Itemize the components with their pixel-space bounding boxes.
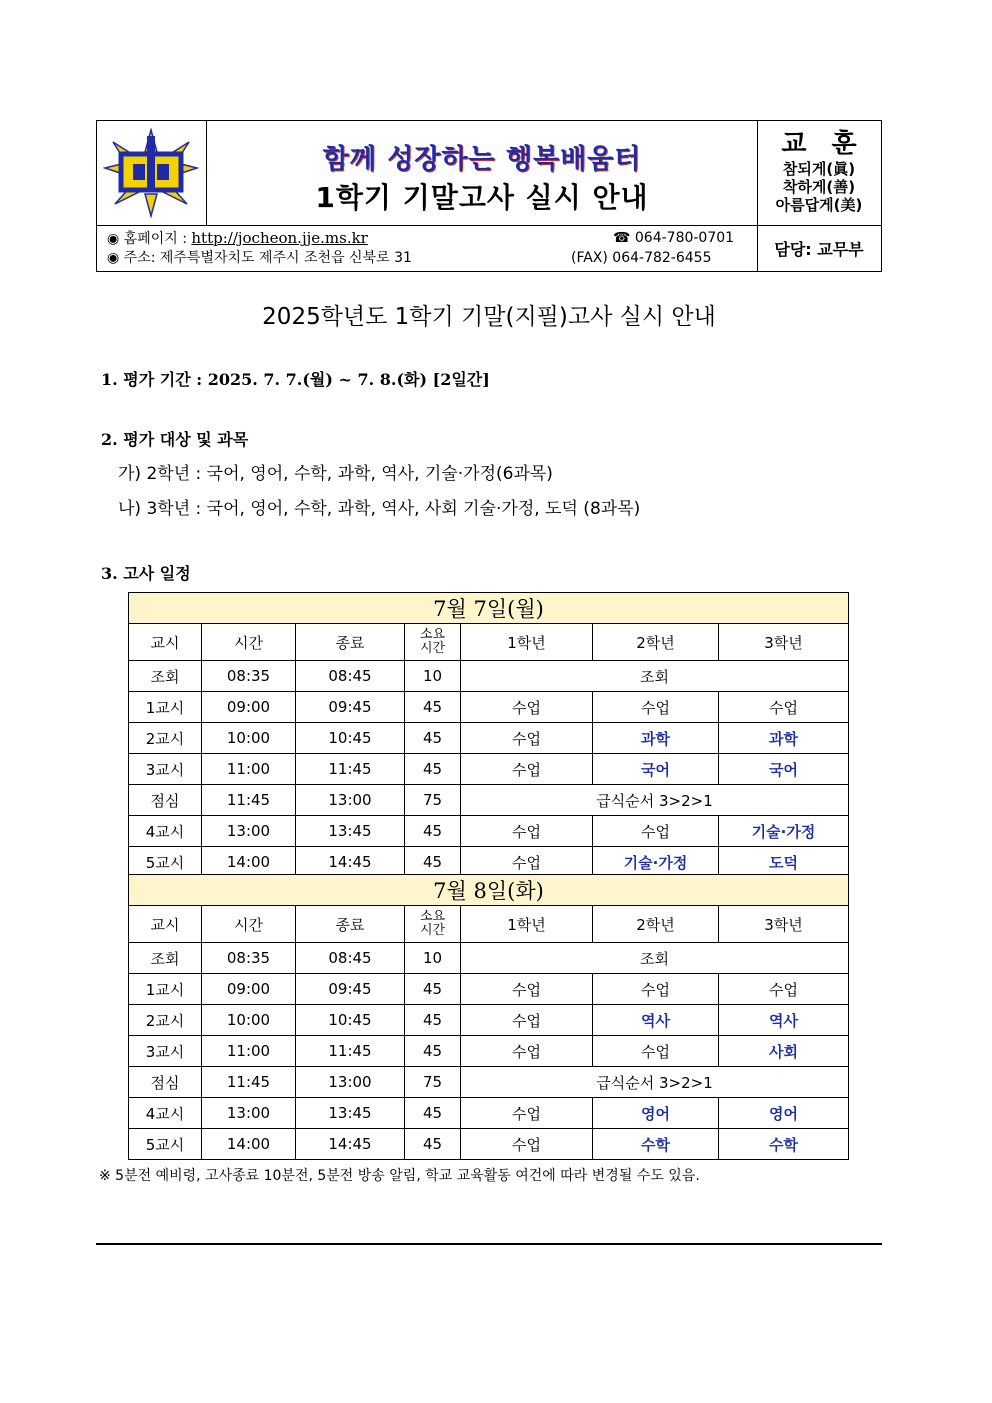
cell-grade-3: 수업 — [719, 974, 849, 1005]
column-header: 2학년 — [593, 624, 719, 661]
schedule-row — [129, 1098, 849, 1129]
cell-grade-1: 수업 — [461, 1129, 593, 1160]
schedule-row — [129, 692, 849, 723]
grade2-subjects: 가) 2학년 : 국어, 영어, 수학, 과학, 역사, 기술·가정(6과목) — [118, 464, 553, 484]
schedule-row — [129, 816, 849, 847]
cell-dur: 45 — [405, 1098, 461, 1129]
cell-end: 13:45 — [296, 1098, 405, 1129]
slogan-text: 함께 성장하는 행복배움터 — [322, 144, 642, 175]
cell-period: 2교시 — [129, 1005, 202, 1036]
cell-dur: 45 — [405, 692, 461, 723]
schedule-row — [129, 1005, 849, 1036]
cell-dur: 45 — [405, 847, 461, 878]
column-header: 1학년 — [461, 906, 593, 943]
cell-grade-2: 역사 — [593, 1005, 719, 1036]
grade3-subjects: 나) 3학년 : 국어, 영어, 수학, 과학, 역사, 사회 기술·가정, 도덕 (8과목) — [118, 499, 641, 519]
cell-start: 09:00 — [202, 974, 296, 1005]
cell-grade-3: 도덕 — [719, 847, 849, 878]
day-label: 7월 7일(월) — [129, 593, 849, 624]
cell-grade-3: 수학 — [719, 1129, 849, 1160]
cell-start: 08:35 — [202, 661, 296, 692]
cell-grade-1: 수업 — [461, 692, 593, 723]
cell-grade-2: 수업 — [593, 1036, 719, 1067]
schedule-row — [129, 943, 849, 974]
motto-title: 교 훈 — [781, 129, 865, 159]
fax-number: (FAX) 064-782-6455 — [571, 250, 712, 266]
schedule-note: ※ 5분전 예비령, 고사종료 10분전, 5분전 방송 알림, 학교 교육활동 여건에 따라 변경될 수도 있음. — [99, 1168, 700, 1184]
homepage-row — [107, 228, 368, 248]
cell-period: 4교시 — [129, 816, 202, 847]
cell-merged: 급식순서 3>2>1 — [461, 1067, 849, 1098]
cell-period: 3교시 — [129, 1036, 202, 1067]
schedule-row — [129, 1129, 849, 1160]
schedule-table-day1 — [128, 592, 849, 878]
cell-grade-2: 과학 — [593, 723, 719, 754]
day-label: 7월 8일(화) — [129, 875, 849, 906]
cell-period: 1교시 — [129, 974, 202, 1005]
cell-grade-3: 사회 — [719, 1036, 849, 1067]
motto-line: 아름답게(美) — [775, 196, 863, 214]
cell-grade-3: 기술·가정 — [719, 816, 849, 847]
cell-period: 2교시 — [129, 723, 202, 754]
exam-schedule-title: 3. 고사 일정 — [101, 564, 191, 583]
evaluation-target-title: 2. 평가 대상 및 과목 — [101, 430, 249, 449]
cell-period: 조회 — [129, 943, 202, 974]
cell-end: 09:45 — [296, 692, 405, 723]
cell-start: 10:00 — [202, 1005, 296, 1036]
cell-start: 11:45 — [202, 785, 296, 816]
cell-grade-1: 수업 — [461, 1098, 593, 1129]
cell-dur: 45 — [405, 1129, 461, 1160]
cell-end: 09:45 — [296, 974, 405, 1005]
cell-dur: 75 — [405, 785, 461, 816]
column-header: 시간 — [202, 624, 296, 661]
cell-dur: 10 — [405, 661, 461, 692]
column-header-text: 시간 — [419, 641, 446, 656]
cell-end: 13:00 — [296, 1067, 405, 1098]
cell-start: 10:00 — [202, 723, 296, 754]
cell-dur: 75 — [405, 1067, 461, 1098]
cell-grade-1: 수업 — [461, 723, 593, 754]
column-header-text: 소요 — [419, 627, 446, 642]
cell-dur: 45 — [405, 754, 461, 785]
cell-grade-2: 기술·가정 — [593, 847, 719, 878]
cell-grade-2: 수업 — [593, 816, 719, 847]
cell-start: 11:00 — [202, 754, 296, 785]
homepage-label: ◉ 홈페이지 : — [107, 231, 187, 247]
cell-merged: 조회 — [461, 943, 849, 974]
cell-end: 08:45 — [296, 943, 405, 974]
column-header-row — [129, 906, 849, 943]
cell-end: 13:45 — [296, 816, 405, 847]
school-emblem-icon — [103, 128, 199, 218]
cell-start: 11:00 — [202, 1036, 296, 1067]
cell-dur: 45 — [405, 723, 461, 754]
cell-grade-2: 수학 — [593, 1129, 719, 1160]
cell-grade-2: 수업 — [593, 974, 719, 1005]
cell-start: 14:00 — [202, 1129, 296, 1160]
schedule-row — [129, 1067, 849, 1098]
cell-period: 5교시 — [129, 1129, 202, 1160]
cell-grade-1: 수업 — [461, 1005, 593, 1036]
column-header: 종료 — [296, 624, 405, 661]
column-header: 3학년 — [719, 906, 849, 943]
phone-number: ☎ 064-780-0701 — [613, 230, 735, 246]
cell-period: 5교시 — [129, 847, 202, 878]
cell-grade-3: 수업 — [719, 692, 849, 723]
cell-grade-1: 수업 — [461, 847, 593, 878]
cell-end: 14:45 — [296, 847, 405, 878]
main-title: 2025학년도 1학기 기말(지필)고사 실시 안내 — [262, 304, 716, 330]
cell-grade-1: 수업 — [461, 1036, 593, 1067]
document-header — [96, 120, 882, 272]
cell-start: 09:00 — [202, 692, 296, 723]
day-header-row — [129, 875, 849, 906]
cell-grade-1: 수업 — [461, 974, 593, 1005]
document-title: 1학기 기말고사 실시 안내 — [315, 181, 649, 214]
header-title-area — [207, 121, 757, 225]
cell-start: 13:00 — [202, 816, 296, 847]
schedule-body — [129, 593, 849, 878]
cell-dur: 45 — [405, 1036, 461, 1067]
cell-grade-3: 과학 — [719, 723, 849, 754]
school-contact-info — [97, 226, 757, 270]
schedule-row — [129, 661, 849, 692]
cell-period: 점심 — [129, 1067, 202, 1098]
motto-line: 참되게(眞) — [782, 160, 856, 178]
cell-grade-3: 역사 — [719, 1005, 849, 1036]
cell-end: 08:45 — [296, 661, 405, 692]
cell-end: 13:00 — [296, 785, 405, 816]
column-header-duration — [405, 624, 461, 661]
cell-dur: 45 — [405, 974, 461, 1005]
day-header-row — [129, 593, 849, 624]
cell-period: 1교시 — [129, 692, 202, 723]
cell-period: 점심 — [129, 785, 202, 816]
column-header: 시간 — [202, 906, 296, 943]
address: ◉ 주소: 제주특별자치도 제주시 조천읍 신북로 31 — [107, 250, 412, 266]
evaluation-period: 1. 평가 기간 : 2025. 7. 7.(월) ~ 7. 8.(화) [2일간] — [101, 370, 490, 389]
cell-start: 14:00 — [202, 847, 296, 878]
cell-start: 11:45 — [202, 1067, 296, 1098]
cell-end: 11:45 — [296, 1036, 405, 1067]
column-header-row — [129, 624, 849, 661]
cell-grade-1: 수업 — [461, 816, 593, 847]
column-header-duration — [405, 906, 461, 943]
cell-merged: 조회 — [461, 661, 849, 692]
cell-end: 14:45 — [296, 1129, 405, 1160]
schedule-row — [129, 754, 849, 785]
column-header: 교시 — [129, 624, 202, 661]
schedule-table-day2 — [128, 874, 849, 1160]
cell-dur: 45 — [405, 1005, 461, 1036]
column-header-text: 시간 — [419, 923, 446, 938]
cell-end: 10:45 — [296, 1005, 405, 1036]
motto-line: 착하게(善) — [782, 178, 856, 196]
department-in-charge: 담당: 교무부 — [774, 239, 864, 259]
schedule-row — [129, 1036, 849, 1067]
schedule-body — [129, 875, 849, 1160]
cell-grade-2: 영어 — [593, 1098, 719, 1129]
cell-dur: 10 — [405, 943, 461, 974]
schedule-row — [129, 847, 849, 878]
cell-start: 13:00 — [202, 1098, 296, 1129]
cell-merged: 급식순서 3>2>1 — [461, 785, 849, 816]
schedule-row — [129, 974, 849, 1005]
homepage-link[interactable]: http://jocheon.jje.ms.kr — [191, 229, 368, 247]
school-motto — [758, 121, 880, 225]
cell-grade-2: 국어 — [593, 754, 719, 785]
school-slogan — [207, 137, 757, 176]
cell-end: 10:45 — [296, 723, 405, 754]
schedule-row — [129, 785, 849, 816]
cell-grade-3: 국어 — [719, 754, 849, 785]
schedule-row — [129, 723, 849, 754]
footer-divider — [96, 1243, 882, 1245]
cell-start: 08:35 — [202, 943, 296, 974]
column-header: 1학년 — [461, 624, 593, 661]
cell-period: 3교시 — [129, 754, 202, 785]
cell-dur: 45 — [405, 816, 461, 847]
cell-grade-2: 수업 — [593, 692, 719, 723]
cell-period: 조회 — [129, 661, 202, 692]
column-header-text: 소요 — [419, 909, 446, 924]
cell-end: 11:45 — [296, 754, 405, 785]
column-header: 3학년 — [719, 624, 849, 661]
cell-period: 4교시 — [129, 1098, 202, 1129]
column-header: 교시 — [129, 906, 202, 943]
cell-grade-1: 수업 — [461, 754, 593, 785]
column-header: 종료 — [296, 906, 405, 943]
column-header: 2학년 — [593, 906, 719, 943]
cell-grade-3: 영어 — [719, 1098, 849, 1129]
school-logo — [97, 121, 205, 225]
